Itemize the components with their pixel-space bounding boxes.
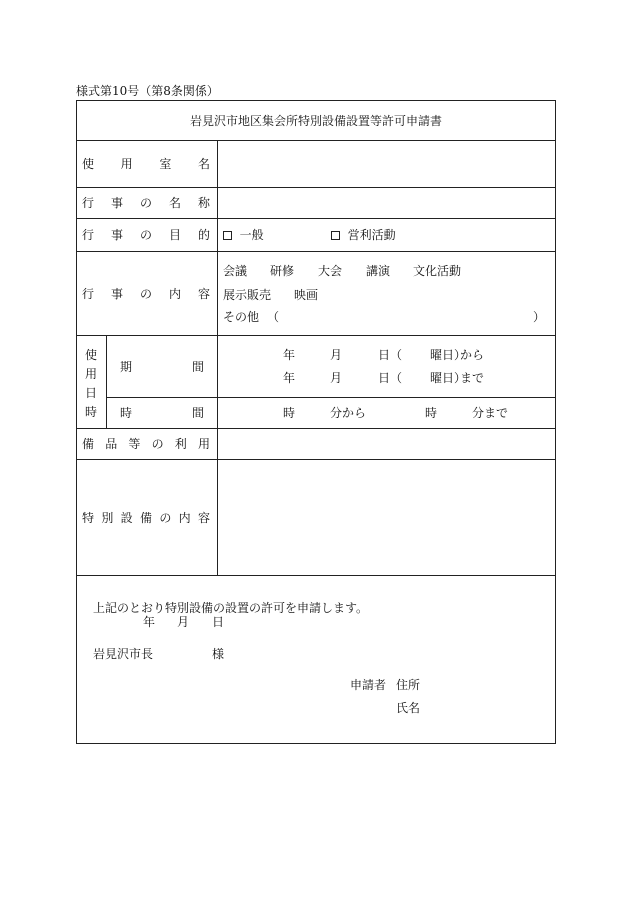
date-day: 日 [212,615,225,629]
content-other-field[interactable] [282,310,530,324]
rule [76,251,556,252]
rule [106,335,107,428]
rule [76,335,556,336]
checkbox-icon[interactable] [223,231,232,240]
content-item: 文化活動 [413,264,462,278]
period-label: 期 間 [120,360,204,374]
paren-close: ） [533,310,546,324]
form-title: 岩見沢市地区集会所特別設備設置等許可申請書 [189,114,442,128]
purpose-commercial-option[interactable]: 営利活動 [331,228,396,242]
period-from-year: 年 [283,348,296,362]
content-other-label: その他 [223,310,260,324]
time-start-hour: 時 [283,406,296,420]
time-label: 時 間 [120,406,204,420]
rule [217,140,218,575]
room-name-label: 使 用 室 名 [82,157,210,171]
content-item: 映画 [294,288,319,302]
content-item: 研修 [270,264,295,278]
content-item: 展示販売 [223,288,272,302]
form-number: 様式第10号（第8条関係） [76,84,219,98]
period-from-weekday: 曜日） [430,348,467,362]
period-from-day: 日（ [378,348,403,362]
rule [76,187,556,188]
rule [76,140,556,141]
addressee: 岩見沢市長 [93,647,154,661]
period-to-year: 年 [283,371,296,385]
rule [76,575,556,576]
rule [76,428,556,429]
content-label: 行 事 の 内 容 [82,287,210,301]
checkbox-icon[interactable] [331,231,340,240]
period-to-weekday: 曜日） [430,371,467,385]
equipment-use-label: 備 品 等 の 利 用 [82,437,210,451]
period-to-suffix: まで [460,371,485,385]
content-item: 講演 [366,264,391,278]
period-to-day: 日（ [378,371,403,385]
event-name-label: 行 事 の 名 称 [82,196,210,210]
date-month: 月 [177,615,190,629]
date-year: 年 [143,615,156,629]
paren-open: （ [267,310,280,324]
period-from-month: 月 [330,348,343,362]
rule [76,218,556,219]
time-end-minute: 分まで [472,406,509,420]
period-from-suffix: から [460,348,485,362]
application-statement: 上記のとおり特別設備の設置の許可を申請します。 [93,601,369,615]
special-equipment-label: 特 別 設 備 の 内 容 [82,511,210,525]
rule [76,459,556,460]
address-label: 住所 [396,678,421,692]
rule [106,397,556,398]
period-to-month: 月 [330,371,343,385]
time-start-minute: 分から [330,406,367,420]
addressee-honorific: 様 [212,647,225,661]
content-item: 会議 [223,264,248,278]
time-end-hour: 時 [425,406,438,420]
purpose-general-option[interactable]: 一般 [223,228,264,242]
name-label: 氏名 [396,701,421,715]
content-item: 大会 [318,264,343,278]
usage-datetime-label: 使用日時 [84,348,97,419]
purpose-label: 行 事 の 目 的 [82,228,210,242]
applicant-label: 申請者 [350,678,387,692]
